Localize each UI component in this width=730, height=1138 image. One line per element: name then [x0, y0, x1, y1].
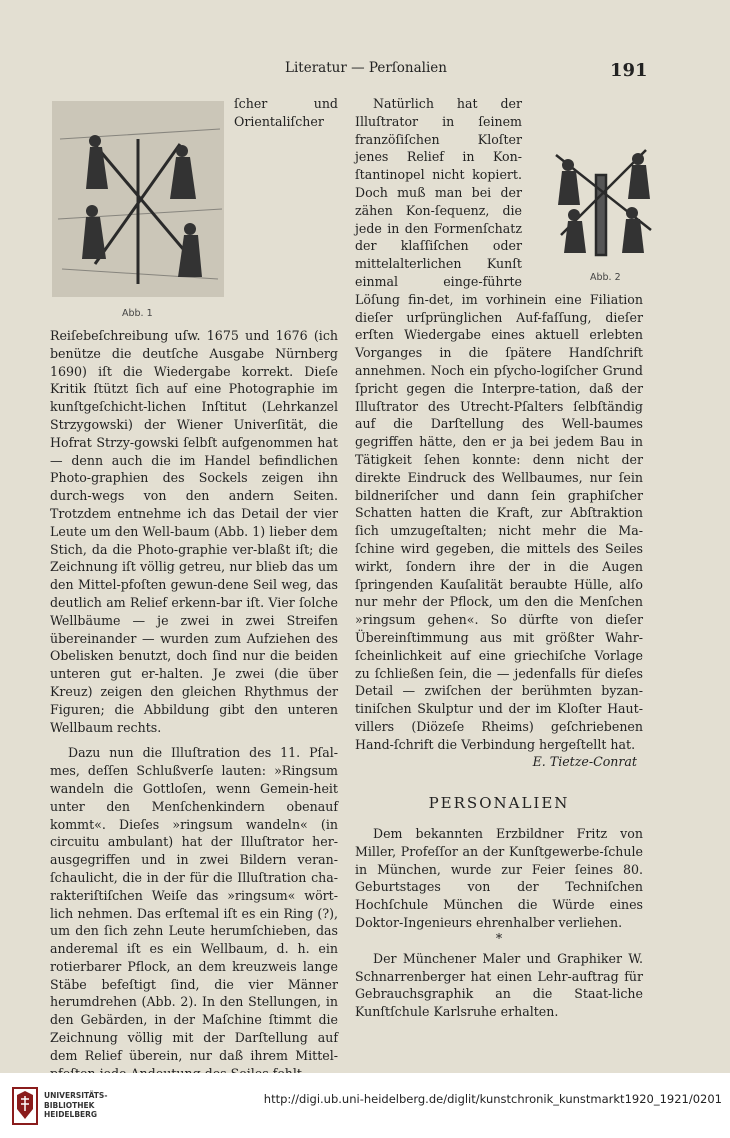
library-name-line-3: HEIDELBERG — [44, 1110, 98, 1119]
left-paragraph-1 — [50, 95, 338, 736]
library-name — [44, 1091, 107, 1120]
right-column — [355, 95, 643, 1021]
library-name-line-2: BIBLIOTHEK — [44, 1100, 95, 1110]
university-seal-logo[interactable] — [12, 1087, 38, 1125]
page-number: 191 — [610, 60, 648, 81]
psalter-wellbaum-drawing — [546, 135, 661, 265]
left-paragraph-1-text: ſcher und Orientaliſcher Reiſebeſchreibung uſw. 1675 und 1676 (ich benütze die deutſche Ausgabe Nürnberg 1690) iſt die Wiedergabe korrekt. Dieſe Kritik ſtützt ſich auf eine Photographie im kunſtgeſchicht-lichen Inſtitut (Lehrkanzel Strzygowski) der Wiener Univerſität, die Hofrat Strzy-gowski ſelbſt aufgenommen hat — denn auch die im Handel befindlichen Photo-graphien des Sockels zeigen ihn durch-wegs von den andern Seiten. Trotzdem entnehme ich das Detail der vier Leute um den Well-baum (Abb. 1) lieber dem Stich, da die Photo-graphie ver-blaßt iſt; die Zeichnung iſt völlig getreu, nur blieb das um den Mittel-pfoſten gewun-dene Seil weg, das deutlich am Relief erkenn-bar iſt. Vier ſolche Wellbäume — je zwei in zwei Streifen übereinander — wurden zum Aufziehen des Obelisken benutzt, doch ſind nur die beiden unteren gut er-halten. Je zwei (die über Kreuz) zeigen den gleichen Rhythmus der Figuren; die Abbildung gibt den unteren Wellbaum rechts. — [50, 96, 338, 735]
seal-icon — [12, 1087, 38, 1125]
right-paragraph-3: Der Münchener Maler und Graphiker W. Schnarrenberger hat einen Lehr-auftrag für Gebrauchsgraphik an die Staat-liche Kunſtſchule Karlsruhe erhalten. — [355, 950, 643, 1020]
figure-caption: Abb. 2 — [590, 272, 621, 283]
source-url-link[interactable]: http://digi.ub.uni-heidelberg.de/diglit/kunstchronik_kunstmarkt1920_1921/0201 — [263, 1092, 722, 1106]
separator-asterisk: * — [495, 930, 503, 946]
right-paragraph-1 — [355, 95, 643, 753]
left-paragraph-2: Dazu nun die Illuſtration des 11. Pſal-mes, deſſen Schlußverſe lauten: »Ringsum wandeln die Gottloſen, wenn Gemein-heit unter den Menſchenkindern obenauf kommt«. Dieſes »ringsum wandeln« (in circuitu ambulant) hat der Illuſtrator her-ausgegriffen und in zwei Bildern veran-ſchaulicht, die in der für die Illuſtration cha-rakteriſtiſchen Weiſe das »ringsum« wört-lich nehmen. Das erſtemal iſt es ein Ring (?), um den ſich zehn Leute herumſchieben, das anderemal iſt es ein Wellbaum, d. h. ein rotierbarer Pflock, an dem kreuzweis lange Stäbe befeſtigt ſind, die vier Männer herumdrehen (Abb. 2). In den Stellungen, in den Gebärden, in der Maſchine ſtimmt die Zeichnung völlig mit der Darſtellung auf dem Relief überein, nur daß ihrem Mittel- — [50, 745, 338, 1063]
right-paragraph-2: Dem bekannten Erzbildner Fritz von Miller, Profeſſor an der Kunſtgewerbe-ſchule in München, wurde zur Feier ſeines 80. Geburtstages von der Techniſchen Hochſchule München die Würde eines Doktor-Ingenieurs ehrenhalber verliehen. — [355, 826, 643, 931]
figure-caption: Abb. 1 — [122, 308, 153, 319]
running-header: Literatur — Perſonalien — [285, 60, 447, 76]
footer-bar — [0, 1073, 730, 1138]
library-name-line-1: UNIVERSITÄTS- — [44, 1091, 108, 1100]
wellbaum-relief-illustration — [50, 99, 226, 323]
figure-abb-2 — [528, 135, 643, 285]
right-paragraph-1-text: Natürlich hat der Illuſtrator in ſeinem franzöſiſchen Kloſter jenes Relief in Kon-ſtantinopel nicht kopiert. Doch muß man bei der zähen Kon-ſequenz, die jede in den Formenſchatz der klaſſiſchen oder mittelalterlichen Kunſt einmal einge-führte Löſung fin-det, im vorhinein eine Filiation dieſer urſprünglichen Auf-faſſung, dieſer erſten Wiedergabe eines aktuell erlebten Vorganges in die ſpätere Handſchrift annehmen. Noch ein pſycho-logiſcher Grund ſpricht gegen die Interpre-tation, daß der Illuſtrator des Utrecht-Pſalters ſelbſtändig auf die Darſtellung des Well-baumes gegriffen hätte, den er ja bei jedem Bau in Tätigkeit ſehen konnte: denn nicht der direkte Eindruck des Wellbaumes, nur ſein bildneriſcher und dann ſein graphiſcher Schatten hatten die Kraft, zur Abſtraktion ſich umzugeſtalten; nicht mehr die Ma-ſchine wird gegeben, die mittels des Seiles wirkt, ſondern ihre der in die Augen ſpringenden Kauſalität beraubte Hülle, alſo nur mehr der Pflock, um den die Menſchen »ringsum gehen«. So dürfte von dieſer Übereinſtimmung aus mit größter Wahr-ſcheinlichkeit auf eine griechiſche Vorlage zu ſchließen ſein, die — jedenfalls für dieſes Detail — zwiſchen der berühmten byzan-tiniſchen Skulptur und der im Kloſter Haut-villers (Diözeſe Rheims) geſchriebenen Hand-ſchrift die Verbindung hergeſtellt hat. — [355, 96, 643, 752]
section-title: PERSONALIEN — [428, 794, 570, 813]
left-column — [50, 95, 338, 1082]
author-signature: E. Tietze-Conrat — [532, 754, 637, 770]
figure-abb-1 — [50, 99, 226, 323]
